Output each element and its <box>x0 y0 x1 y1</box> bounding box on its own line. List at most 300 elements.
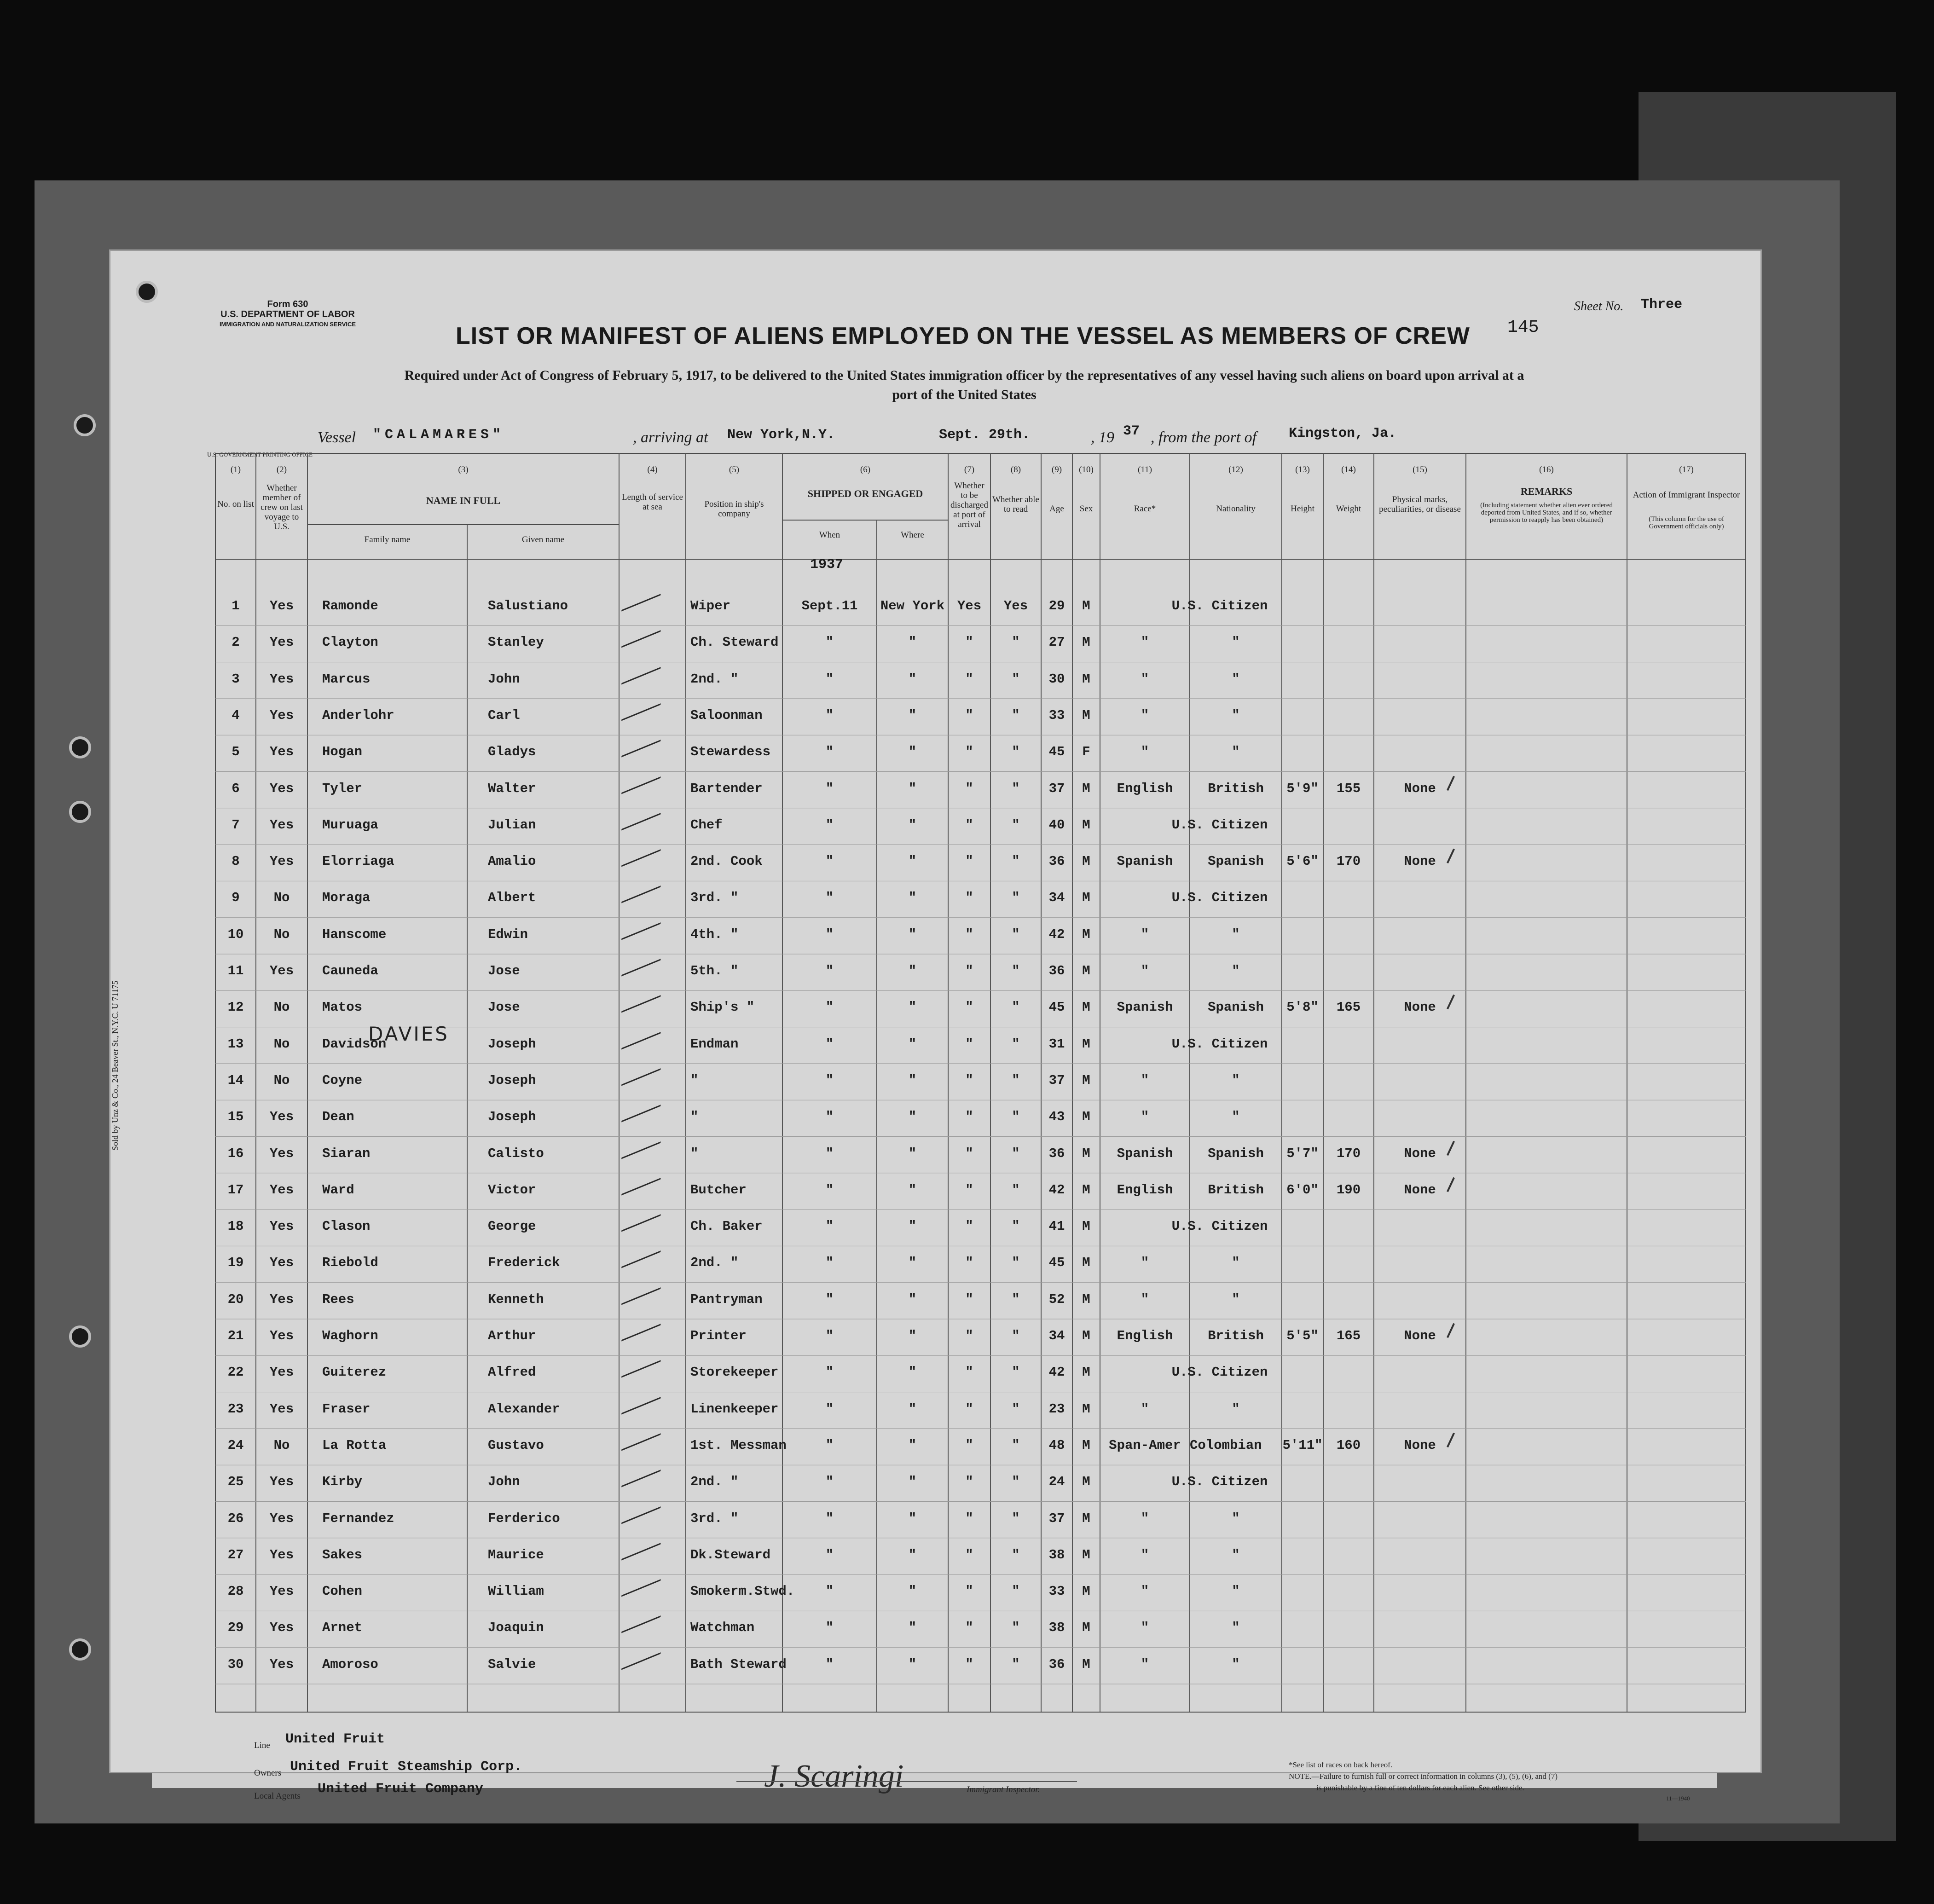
printing-office-imprint: U.S. GOVERNMENT PRINTING OFFICE <box>207 451 313 458</box>
service-name: IMMIGRATION AND NATURALIZATION SERVICE <box>219 321 356 328</box>
cell-no: 7 <box>232 817 240 833</box>
cell-prev: Yes <box>269 1109 294 1125</box>
cell-no: 22 <box>227 1365 244 1380</box>
cell-age: 34 <box>1048 890 1065 906</box>
cell-when: " <box>825 1036 834 1052</box>
form-number: Form 630 <box>267 299 308 309</box>
cell-position: " <box>690 1072 699 1088</box>
cell-position: Chef <box>690 817 723 833</box>
cell-given: Carl <box>488 707 520 723</box>
cell-read: " <box>1012 781 1020 796</box>
subtitle-line-2: port of the United States <box>892 387 1036 402</box>
cell-family: Arnet <box>322 1620 363 1636</box>
cell-read: " <box>1012 1219 1020 1234</box>
column-header-c11: Race* <box>1134 504 1156 514</box>
page-title: LIST OR MANIFEST OF ALIENS EMPLOYED ON THE VESSEL AS MEMBERS OF CREW <box>456 323 1470 349</box>
cell-when: " <box>825 1291 834 1307</box>
cell-where: " <box>908 854 917 869</box>
cell-nationality: " <box>1232 707 1240 723</box>
column-header-c4: Length of service at sea <box>622 492 683 512</box>
cell-race: Spanish <box>1117 1146 1173 1161</box>
cell-race: English <box>1117 781 1173 796</box>
cell-prev: Yes <box>269 1146 294 1161</box>
cell-given: John <box>488 1474 520 1490</box>
cell-age: 30 <box>1048 671 1065 687</box>
cell-disch: " <box>965 1656 973 1672</box>
cell-prev: Yes <box>269 1255 294 1271</box>
cell-sex: M <box>1082 1255 1090 1271</box>
cell-prev: No <box>273 1437 290 1453</box>
cell-when: " <box>825 817 834 833</box>
cell-read: " <box>1012 1109 1020 1125</box>
cell-read: " <box>1012 1000 1020 1015</box>
cell-race: " <box>1141 1109 1149 1125</box>
cell-race: " <box>1141 1255 1149 1271</box>
cell-family: Hanscome <box>322 926 387 942</box>
cell-disch: " <box>965 1620 973 1636</box>
cell-family: Rees <box>322 1291 354 1307</box>
cell-prev: Yes <box>269 1291 294 1307</box>
column-header-family-name: Family name <box>364 535 411 544</box>
cell-given: Amalio <box>488 854 536 869</box>
cell-nationality: British <box>1208 1328 1264 1343</box>
cell-where: " <box>908 1328 917 1343</box>
cell-no: 28 <box>227 1584 244 1599</box>
cell-read: " <box>1012 1437 1020 1453</box>
cell-family: Davidson <box>322 1036 387 1052</box>
cell-family: Clayton <box>322 635 378 650</box>
cell-read: " <box>1012 635 1020 650</box>
cell-where: " <box>908 1036 917 1052</box>
cell-prev: Yes <box>269 1365 294 1380</box>
column-number-c5: (5) <box>729 465 740 475</box>
cell-when: " <box>825 1620 834 1636</box>
cell-given: Alfred <box>488 1365 536 1380</box>
cell-sex: M <box>1082 1437 1090 1453</box>
cell-race: " <box>1141 744 1149 760</box>
cell-when: " <box>825 1547 834 1563</box>
column-number-c10: (10) <box>1079 465 1094 475</box>
cell-nationality: " <box>1232 1656 1240 1672</box>
cell-no: 25 <box>227 1474 244 1490</box>
cell-no: 4 <box>232 707 240 723</box>
cell-prev: Yes <box>269 598 294 613</box>
cell-nationality: " <box>1232 1291 1240 1307</box>
cell-prev: Yes <box>269 1547 294 1563</box>
cell-read: " <box>1012 890 1020 906</box>
cell-age: 45 <box>1048 744 1065 760</box>
cell-when: " <box>825 781 834 796</box>
cell-family: Waghorn <box>322 1328 378 1343</box>
cell-nationality: Spanish <box>1208 854 1264 869</box>
cell-age: 27 <box>1048 635 1065 650</box>
cell-age: 36 <box>1048 1146 1065 1161</box>
cell-read: " <box>1012 1146 1020 1161</box>
cell-nationality: U.S. Citizen <box>1171 1474 1268 1490</box>
cell-no: 16 <box>227 1146 244 1161</box>
cell-sex: M <box>1082 1474 1090 1490</box>
cell-sex: M <box>1082 1291 1090 1307</box>
year-note: 1937 <box>810 557 844 573</box>
column-header-given-name: Given name <box>521 535 565 544</box>
cell-age: 48 <box>1048 1437 1065 1453</box>
cell-when: " <box>825 926 834 942</box>
cell-position: " <box>690 1146 699 1161</box>
cell-read: " <box>1012 707 1020 723</box>
cell-where: " <box>908 963 917 978</box>
cell-marks: None <box>1404 1182 1436 1198</box>
cell-prev: Yes <box>269 671 294 687</box>
cell-family: Tyler <box>322 781 363 796</box>
cell-given: Calisto <box>488 1146 544 1161</box>
cell-prev: Yes <box>269 1510 294 1526</box>
cell-when: " <box>825 744 834 760</box>
cell-no: 6 <box>232 781 240 796</box>
cell-where: " <box>908 1547 917 1563</box>
cell-when: " <box>825 1584 834 1599</box>
cell-when: " <box>825 1437 834 1453</box>
cell-disch: " <box>965 781 973 796</box>
cell-position: 2nd. " <box>690 1255 739 1271</box>
cell-prev: No <box>273 1036 290 1052</box>
column-number-c16: (16) <box>1539 465 1554 475</box>
cell-height: 5'9" <box>1286 781 1319 796</box>
cell-given: Walter <box>488 781 536 796</box>
cell-sex: M <box>1082 598 1090 613</box>
cell-no: 9 <box>232 890 240 906</box>
column-number-c2: (2) <box>276 465 287 475</box>
cell-race: " <box>1141 1584 1149 1599</box>
cell-prev: Yes <box>269 781 294 796</box>
cell-no: 11 <box>227 963 244 978</box>
cell-prev: No <box>273 890 290 906</box>
cell-age: 36 <box>1048 854 1065 869</box>
cell-position: Ship's " <box>690 1000 755 1015</box>
cell-age: 24 <box>1048 1474 1065 1490</box>
cell-disch: " <box>965 1291 973 1307</box>
cell-disch: " <box>965 1365 973 1380</box>
cell-read: " <box>1012 671 1020 687</box>
cell-position: 4th. " <box>690 926 739 942</box>
cell-sex: M <box>1082 1401 1090 1417</box>
cell-age: 38 <box>1048 1547 1065 1563</box>
cell-sex: M <box>1082 1000 1090 1015</box>
cell-prev: No <box>273 1000 290 1015</box>
cell-read: " <box>1012 854 1020 869</box>
cell-when: " <box>825 1182 834 1198</box>
cell-prev: No <box>273 1072 290 1088</box>
cell-age: 23 <box>1048 1401 1065 1417</box>
column-header-remarks-note: (Including statement whether alien ever ordered deported from United States, and if so, whether permission to reapply has been obtained) <box>1480 502 1613 524</box>
cell-given: Ferderico <box>488 1510 560 1526</box>
cell-where: New York <box>880 598 945 613</box>
cell-race: " <box>1141 1547 1149 1563</box>
cell-no: 8 <box>232 854 240 869</box>
cell-nationality: " <box>1232 926 1240 942</box>
cell-read: " <box>1012 1291 1020 1307</box>
owners-label: Owners <box>254 1768 282 1778</box>
cell-family: Siaran <box>322 1146 371 1161</box>
column-number-c13: (13) <box>1295 465 1310 475</box>
cell-nationality: U.S. Citizen <box>1171 1219 1268 1234</box>
cell-race: " <box>1141 1510 1149 1526</box>
cell-disch: Yes <box>957 598 982 613</box>
cell-no: 27 <box>227 1547 244 1563</box>
cell-given: Joaquin <box>488 1620 544 1636</box>
cell-when: Sept.11 <box>801 598 858 613</box>
cell-nationality: " <box>1232 1620 1240 1636</box>
cell-position: 3rd. " <box>690 890 739 906</box>
cell-read: " <box>1012 963 1020 978</box>
cell-nationality: U.S. Citizen <box>1171 817 1268 833</box>
arrival-port: New York,N.Y. <box>727 427 835 443</box>
cell-no: 29 <box>227 1620 244 1636</box>
cell-position: Wiper <box>690 598 731 613</box>
cell-race: Spanish <box>1117 1000 1173 1015</box>
cell-height: 5'6" <box>1286 854 1319 869</box>
cell-disch: " <box>965 1146 973 1161</box>
cell-nationality: " <box>1232 963 1240 978</box>
arrival-year: 37 <box>1123 423 1140 439</box>
column-header-c8: Whether able to read <box>992 495 1039 514</box>
cell-disch: " <box>965 963 973 978</box>
cell-sex: M <box>1082 1547 1090 1563</box>
cell-height: 5'11" <box>1282 1437 1323 1453</box>
cell-given: Joseph <box>488 1036 536 1052</box>
cell-position: Pantryman <box>690 1291 763 1307</box>
cell-family: Moraga <box>322 890 371 906</box>
cell-given: Albert <box>488 890 536 906</box>
cell-where: " <box>908 1437 917 1453</box>
cell-read: " <box>1012 1401 1020 1417</box>
cell-sex: M <box>1082 1146 1090 1161</box>
cell-where: " <box>908 1474 917 1490</box>
signature-line <box>736 1781 1077 1782</box>
cell-sex: M <box>1082 854 1090 869</box>
cell-no: 21 <box>227 1328 244 1343</box>
cell-position: Storekeeper <box>690 1365 779 1380</box>
year-prefix: , 19 <box>1091 429 1114 446</box>
cell-age: 36 <box>1048 1656 1065 1672</box>
cell-given: Victor <box>488 1182 536 1198</box>
cell-nationality: " <box>1232 1401 1240 1417</box>
cell-read: " <box>1012 1328 1020 1343</box>
cell-read: " <box>1012 1365 1020 1380</box>
cell-position: Stewardess <box>690 744 771 760</box>
cell-where: " <box>908 781 917 796</box>
cell-disch: " <box>965 635 973 650</box>
cell-position: 1st. Messman <box>690 1437 787 1453</box>
cell-sex: M <box>1082 1072 1090 1088</box>
cell-read: " <box>1012 1620 1020 1636</box>
cell-height: 5'7" <box>1286 1146 1319 1161</box>
cell-prev: Yes <box>269 1401 294 1417</box>
cell-where: " <box>908 635 917 650</box>
cell-prev: Yes <box>269 817 294 833</box>
cell-sex: M <box>1082 1328 1090 1343</box>
cell-no: 13 <box>227 1036 244 1052</box>
cell-position: 2nd. Cook <box>690 854 763 869</box>
column-header-c17: Action of Immigrant Inspector <box>1633 490 1740 500</box>
cell-position: 3rd. " <box>690 1510 739 1526</box>
cell-no: 26 <box>227 1510 244 1526</box>
cell-when: " <box>825 1401 834 1417</box>
cell-sex: M <box>1082 781 1090 796</box>
cell-where: " <box>908 1291 917 1307</box>
cell-age: 29 <box>1048 598 1065 613</box>
cell-read: " <box>1012 1510 1020 1526</box>
form-identifier <box>209 299 366 330</box>
cell-where: " <box>908 926 917 942</box>
cell-when: " <box>825 1328 834 1343</box>
column-number-c9: (9) <box>1051 465 1062 475</box>
cell-no: 12 <box>227 1000 244 1015</box>
cell-marks: None <box>1404 1000 1436 1015</box>
cell-disch: " <box>965 926 973 942</box>
arriving-label: , arriving at <box>633 429 708 446</box>
cell-sex: M <box>1082 1109 1090 1125</box>
cell-disch: " <box>965 744 973 760</box>
cell-prev: Yes <box>269 1656 294 1672</box>
cell-read: " <box>1012 1182 1020 1198</box>
cell-when: " <box>825 1255 834 1271</box>
agents-label: Local Agents <box>254 1791 301 1801</box>
cell-no: 2 <box>232 635 240 650</box>
subtitle-line-1: Required under Act of Congress of February 5, 1917, to be delivered to the United States immigration officer by the representatives of any vessel having such aliens on board upon arrival at a <box>404 368 1524 383</box>
cell-disch: " <box>965 1182 973 1198</box>
cell-given: Joseph <box>488 1109 536 1125</box>
column-header-where: Where <box>901 530 924 540</box>
cell-prev: Yes <box>269 854 294 869</box>
cell-marks: None <box>1404 1146 1436 1161</box>
cell-race: " <box>1141 926 1149 942</box>
cell-given: Arthur <box>488 1328 536 1343</box>
cell-age: 34 <box>1048 1328 1065 1343</box>
cell-sex: M <box>1082 671 1090 687</box>
cell-read: " <box>1012 817 1020 833</box>
cell-nationality: U.S. Citizen <box>1171 598 1268 613</box>
cell-given: Salustiano <box>488 598 568 613</box>
cell-position: Smokerm.Stwd. <box>690 1584 795 1599</box>
cell-no: 17 <box>227 1182 244 1198</box>
cell-weight: 170 <box>1336 1146 1361 1161</box>
cell-sex: M <box>1082 1620 1090 1636</box>
cell-disch: " <box>965 1072 973 1088</box>
cell-disch: " <box>965 1547 973 1563</box>
cell-prev: Yes <box>269 1474 294 1490</box>
cell-no: 1 <box>232 598 240 613</box>
cell-position: Butcher <box>690 1182 747 1198</box>
cell-where: " <box>908 890 917 906</box>
column-number-c3: (3) <box>458 465 469 475</box>
cell-where: " <box>908 1620 917 1636</box>
column-header-c2: Whether member of crew on last voyage to U.S. <box>261 483 303 532</box>
cell-family: Marcus <box>322 671 371 687</box>
cell-sex: M <box>1082 707 1090 723</box>
cell-sex: M <box>1082 1036 1090 1052</box>
cell-age: 37 <box>1048 781 1065 796</box>
cell-given: Jose <box>488 1000 520 1015</box>
cell-given: Stanley <box>488 635 544 650</box>
cell-prev: No <box>273 926 290 942</box>
column-header-action-note: (This column for the use of Government officials only) <box>1649 515 1724 530</box>
cell-family: Hogan <box>322 744 363 760</box>
sheet-number: Three <box>1641 297 1683 313</box>
cell-position: 2nd. " <box>690 671 739 687</box>
cell-prev: Yes <box>269 744 294 760</box>
cell-family: Elorriaga <box>322 854 394 869</box>
arrival-date: Sept. 29th. <box>939 427 1031 443</box>
cell-prev: Yes <box>269 707 294 723</box>
cell-when: " <box>825 707 834 723</box>
cell-sex: M <box>1082 1182 1090 1198</box>
cell-given: Gustavo <box>488 1437 544 1453</box>
cell-nationality: Colombian <box>1190 1437 1262 1453</box>
cell-disch: " <box>965 1510 973 1526</box>
column-number-c4: (4) <box>647 465 658 475</box>
cell-where: " <box>908 1000 917 1015</box>
cell-age: 45 <box>1048 1000 1065 1015</box>
cell-where: " <box>908 1365 917 1380</box>
cell-where: " <box>908 1072 917 1088</box>
cell-race: " <box>1141 1072 1149 1088</box>
cell-when: " <box>825 1000 834 1015</box>
line-value: United Fruit <box>285 1731 385 1747</box>
races-note: *See list of races on back hereof. <box>1289 1760 1393 1769</box>
column-header-when: When <box>819 530 840 540</box>
cell-prev: Yes <box>269 963 294 978</box>
cell-age: 33 <box>1048 707 1065 723</box>
cell-where: " <box>908 1146 917 1161</box>
cell-nationality: Spanish <box>1208 1146 1264 1161</box>
cell-position: Watchman <box>690 1620 755 1636</box>
cell-where: " <box>908 744 917 760</box>
cell-marks: None <box>1404 781 1436 796</box>
cell-disch: " <box>965 1401 973 1417</box>
column-number-c17: (17) <box>1679 465 1694 475</box>
cell-sex: M <box>1082 1219 1090 1234</box>
column-number-c6: (6) <box>860 465 871 475</box>
cell-marks: None <box>1404 1437 1436 1453</box>
cell-position: 2nd. " <box>690 1474 739 1490</box>
binder-hole <box>69 736 91 758</box>
cell-disch: " <box>965 854 973 869</box>
cell-given: Edwin <box>488 926 528 942</box>
cell-sex: M <box>1082 963 1090 978</box>
cell-where: " <box>908 1109 917 1125</box>
cell-given: Maurice <box>488 1547 544 1563</box>
cell-no: 30 <box>227 1656 244 1672</box>
handwritten-correction: DAVIES <box>368 1023 449 1045</box>
cell-marks: None <box>1404 854 1436 869</box>
cell-position: Bath Steward <box>690 1656 787 1672</box>
cell-read: " <box>1012 1547 1020 1563</box>
column-header-c13: Height <box>1291 504 1314 514</box>
column-number-c15: (15) <box>1413 465 1427 475</box>
cell-when: " <box>825 854 834 869</box>
cell-prev: Yes <box>269 1219 294 1234</box>
cell-disch: " <box>965 1036 973 1052</box>
cell-when: " <box>825 1219 834 1234</box>
cell-age: 38 <box>1048 1620 1065 1636</box>
cell-read: " <box>1012 1036 1020 1052</box>
cell-given: Kenneth <box>488 1291 544 1307</box>
cell-nationality: U.S. Citizen <box>1171 1036 1268 1052</box>
cell-position: Linenkeeper <box>690 1401 779 1417</box>
cell-position: Printer <box>690 1328 747 1343</box>
cell-no: 23 <box>227 1401 244 1417</box>
cell-family: Matos <box>322 1000 363 1015</box>
